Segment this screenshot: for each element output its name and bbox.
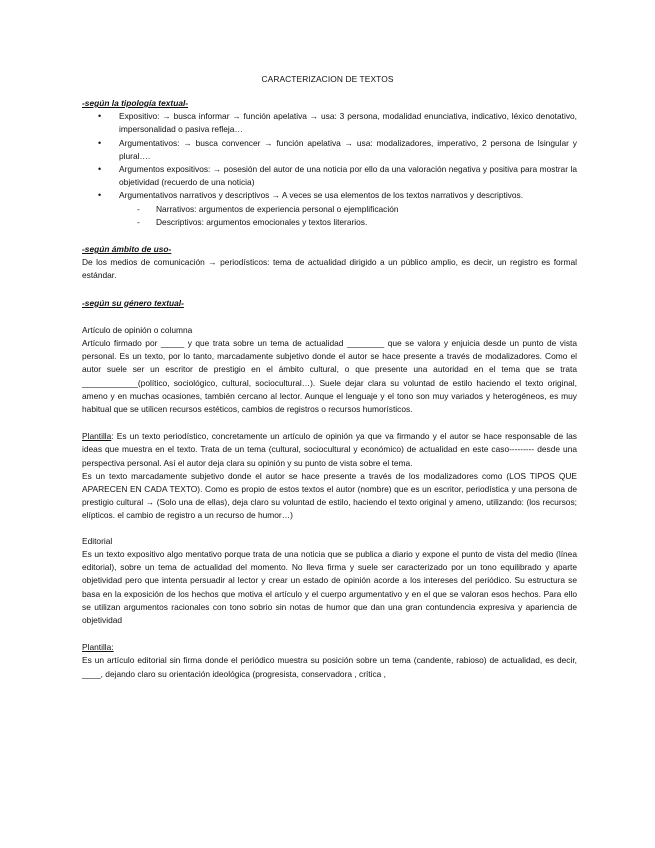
tipologia-sublist <box>82 203 577 229</box>
document-title: CARACTERIZACION DE TEXTOS <box>261 74 394 84</box>
plantilla-2-label: Plantilla: <box>82 642 114 653</box>
section-heading-ambito: -según ámbito de uso- <box>82 244 172 255</box>
list-item: • Argumentativos: → busca convencer → función apelativa → usa: modalizadores, imperativo, 2 persona de lsingular y plural…. <box>119 137 577 163</box>
plantilla-text: : Es un texto periodístico, concretamente un artículo de opinión ya que va firmando y el autor se hace responsable de las ideas que muestra en el texto. Trata de un tema (cultural, sociocultural y económico) de actualidad en este caso--------- desde una perspectiva personal. Así el autor deja clara su opinión y su punto de vista sobre el tema. <box>82 431 577 468</box>
articulo-heading: Artículo de opinión o columna <box>82 324 193 335</box>
list-item: • Expositivo: → busca informar → función apelativa → usa: 3 persona, modalidad enunciativa, indicativo, léxico denotativo, impersonalidad o pasiva refleja… <box>119 110 577 136</box>
plantilla-paragraph-2: Es un texto marcadamente subjetivo donde el autor se hace presente a través de los modalizadores como (LOS TIPOS QUE APARECEN EN CADA TEXTO). Como es propio de estos textos el autor (nombre) que es un escritor, periodística y una persona de prestigio cultural → (Solo una de ellas), deja claro su voluntad de estilo, haciendo el texto original y ameno, utilizando: (los recursos; elípticos. el cambio de registro a un recurso de humor…) <box>82 470 577 521</box>
tipologia-list <box>82 110 577 202</box>
editorial-paragraph: Es un texto expositivo algo mentativo porque trata de una noticia que se publica a diario y expone el punto de vista del medio (línea editorial), sobre un tema de actualidad del momento. No lleva firma y suele ser caracterizado por un tono equilibrado y aparte objetividad pero que intenta persuadir al lector y crear un estado de opinión acorde a los intereses del periódico. Su estructura se basa en la exposición de los hechos que motiva el artículo y el cuerpo argumentativo y en el que se valoran esos hechos. Para ello se utilizan argumentos racionales con tono sobrio sin notas de humor que dan una gran contundencia expresiva y apariencia de objetividad <box>82 548 577 625</box>
plantilla-2-paragraph: Es un artículo editorial sin firma donde el periódico muestra su posición sobre un tema (candente, rabioso) de actualidad, es decir, ____, dejando claro su orientación ideológica (progresista, conservadora , crítica , <box>82 655 577 679</box>
articulo-paragraph: Artículo firmado por _____ y que trata sobre un tema de actualidad ________ que se valora y enjuicia desde un punto de vista personal. Es un texto, por lo tanto, marcadamente subjetivo donde el autor se hace presente a través de modalizadores. Como el autor suele ser un escritor de prestigio en el ámbito cultural, o que presente una autoridad en el tema que se trata ____________(político, sociológico, cultural, sociocultural…). Suele dejar clara su voluntad de estilo haciendo el texto original, ameno y en muchas ocasiones, también cercano al lector. Aunque el lenguaje y el tono son muy variados y heterogéneos, es muy habitual que se utilicen recursos estéticos, cambios de registros o recursos humorísticos. <box>82 338 577 415</box>
list-item: • Argumentativos narrativos y descriptivos → A veces se usa elementos de los textos narrativos y descriptivos. <box>119 189 577 202</box>
section-heading-genero: -según su género textual- <box>82 297 184 308</box>
section-heading-tipologia: -según la tipología textual- <box>82 98 189 108</box>
editorial-heading: Editorial <box>82 535 113 546</box>
ambito-paragraph: De los medios de comunicación → periodísticos: tema de actualidad dirigido a un público amplio, es decir, un registro es formal estándar. <box>82 257 577 281</box>
plantilla-paragraph-1 <box>82 430 577 470</box>
plantilla-label: Plantilla <box>82 431 112 442</box>
list-item: - Descriptivos: argumentos emocionales y textos literarios. <box>156 216 577 229</box>
document-body <box>82 97 577 681</box>
list-item: • Argumentos expositivos: → posesión del autor de una noticia por ello da una valoración negativa y positiva para mostrar la objetividad (recuerdo de una noticia) <box>119 163 577 189</box>
list-item: - Narrativos: argumentos de experiencia personal o ejemplificación <box>156 203 577 216</box>
